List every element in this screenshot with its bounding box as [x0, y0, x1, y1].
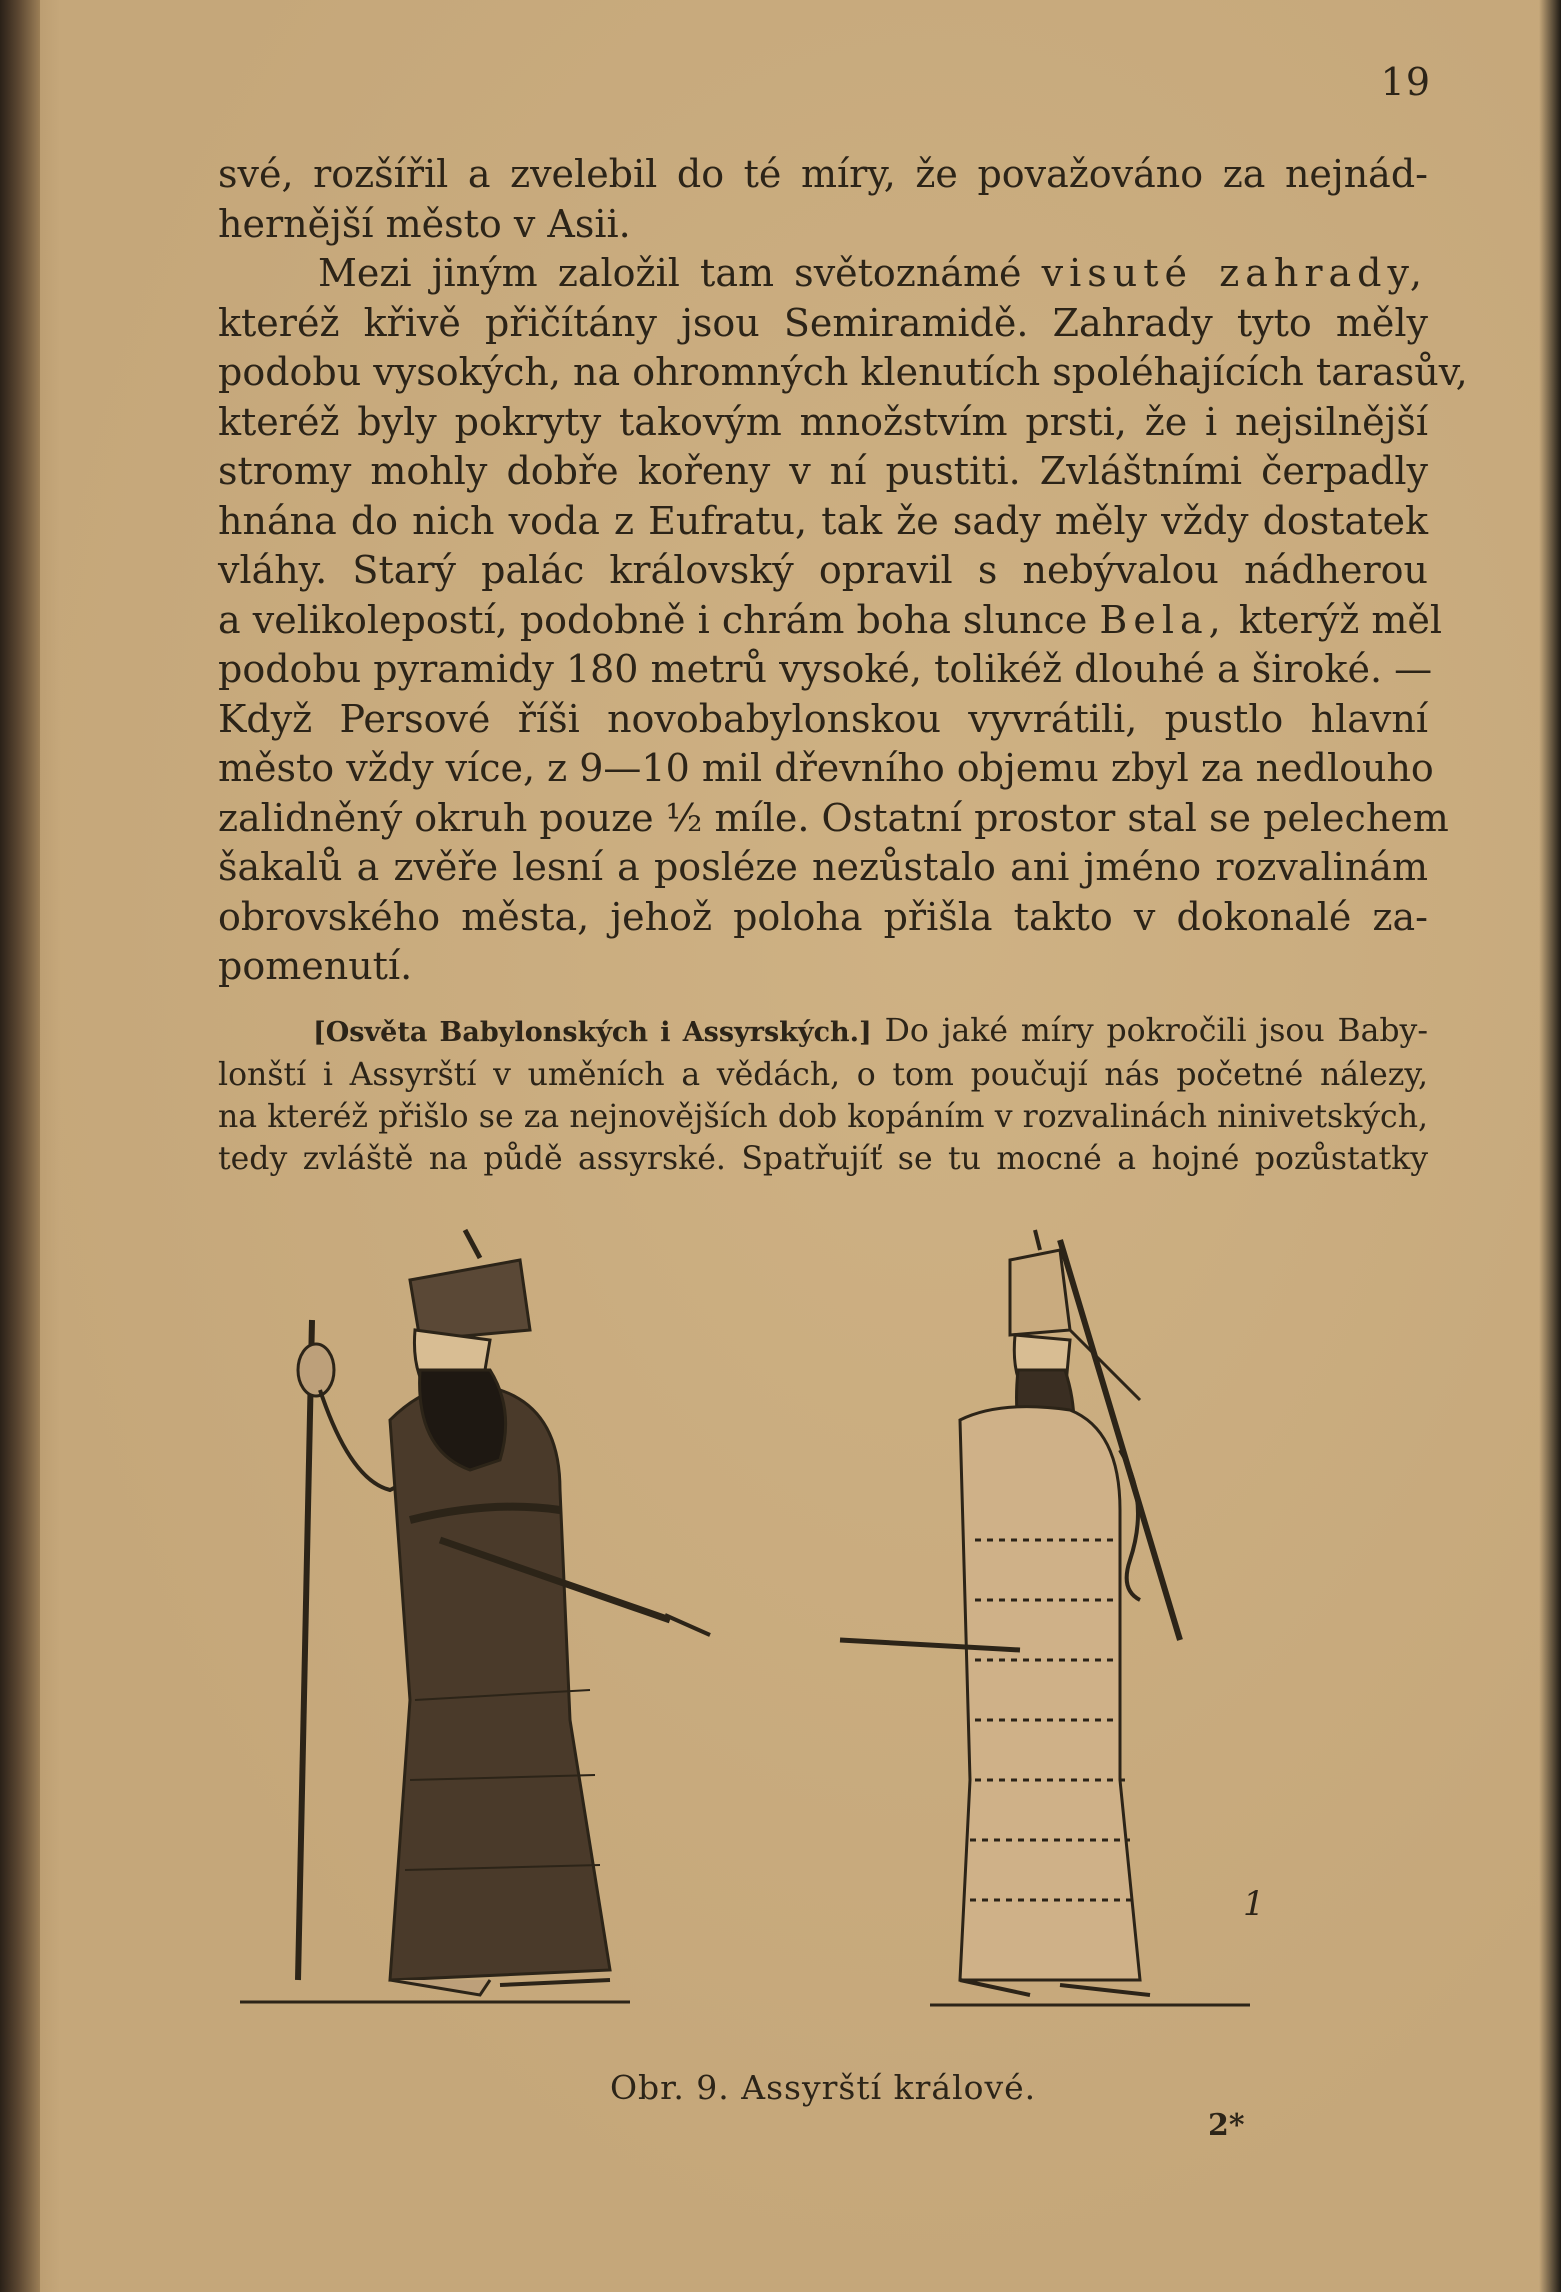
text-line: hnána do nich voda z Eufratu, tak že sady měly vždy dostatek [218, 498, 1428, 543]
small-print-section [218, 1010, 1428, 1180]
text-span: kterýž měl [1238, 597, 1443, 642]
section-heading: [Osvěta Babylonských i Assyrských.] [313, 1017, 872, 1048]
text-line: své, rozšířil a zvelebil do té míry, že považováno za nejnád- [218, 152, 1428, 196]
text-line: zalidněný okruh pouze ½ míle. Ostatní prostor stal se pelechem [218, 795, 1449, 840]
assyrian-kings-engraving [240, 1220, 1360, 2050]
text-line: podobu pyramidy 180 metrů vysoké, tolikéž dlouhé a široké. — [218, 647, 1433, 691]
emphasized-text: visuté zahrady, [1041, 251, 1428, 295]
text-line: podobu vysokých, na ohromných klenutích spoléhajících tarasův, [218, 350, 1468, 394]
right-king-figure [840, 1230, 1250, 2005]
text-span: Mezi jiným založil tam světoznámé [318, 251, 1022, 295]
text-line [218, 596, 1443, 646]
text-line: lonští i Assyrští v uměních a vědách, o tom poučují nás početné nálezy, [218, 1057, 1428, 1093]
text-line: město vždy více, z 9—10 mil dřevního objemu zbyl za nedlouho [218, 746, 1434, 790]
signature-mark: 2* [1208, 2108, 1245, 2143]
text-line: tedy zvláště na půdě assyrské. Spatřujíť se tu mocné a hojné pozůstatky [218, 1141, 1428, 1177]
text-line: vláhy. Starý palác královský opravil s nebývalou nádherou [218, 548, 1428, 592]
text-line: hernější město v Asii. [218, 201, 631, 246]
illustration-assyrian-kings [240, 1220, 1360, 2050]
emphasized-text: Bela, [1099, 597, 1227, 642]
text-span: a velikolepostí, podobně i chrám boha slunce [218, 597, 1088, 642]
text-line: stromy mohly dobře kořeny v ní pustiti. Zvláštními čerpadly [218, 449, 1428, 493]
book-binding-edge [0, 0, 40, 2292]
main-text [218, 150, 1468, 992]
text-line: pomenutí. [218, 944, 413, 988]
figure-label: 1 [1243, 1884, 1265, 1924]
text-line [218, 1010, 1428, 1054]
figure-caption: Obr. 9. Assyrští králové. [610, 2068, 1037, 2107]
text-line: šakalů a zvěře lesní a posléze nezůstalo ani jméno rozvalinám [218, 845, 1428, 889]
text-line: kteréž byly pokryty takovým množstvím prsti, že i nejsilnější [218, 399, 1428, 444]
text-line [218, 249, 1428, 299]
text-line: Když Persové říši novobabylonskou vyvrátili, pustlo hlavní [218, 696, 1428, 741]
left-king-figure [240, 1230, 710, 2002]
text-span: Do jaké míry pokročili jsou Baby- [884, 1013, 1428, 1049]
text-line: obrovského města, jehož poloha přišla takto v dokonalé za- [218, 894, 1428, 939]
text-line: na kteréž přišlo se za nejnovějších dob kopáním v rozvalinách ninivetských, [218, 1099, 1428, 1135]
page-right-edge [1539, 0, 1561, 2292]
page-number: 19 [1380, 60, 1431, 104]
text-line: kteréž křivě přičítány jsou Semiramidě. Zahrady tyto měly [218, 300, 1428, 345]
